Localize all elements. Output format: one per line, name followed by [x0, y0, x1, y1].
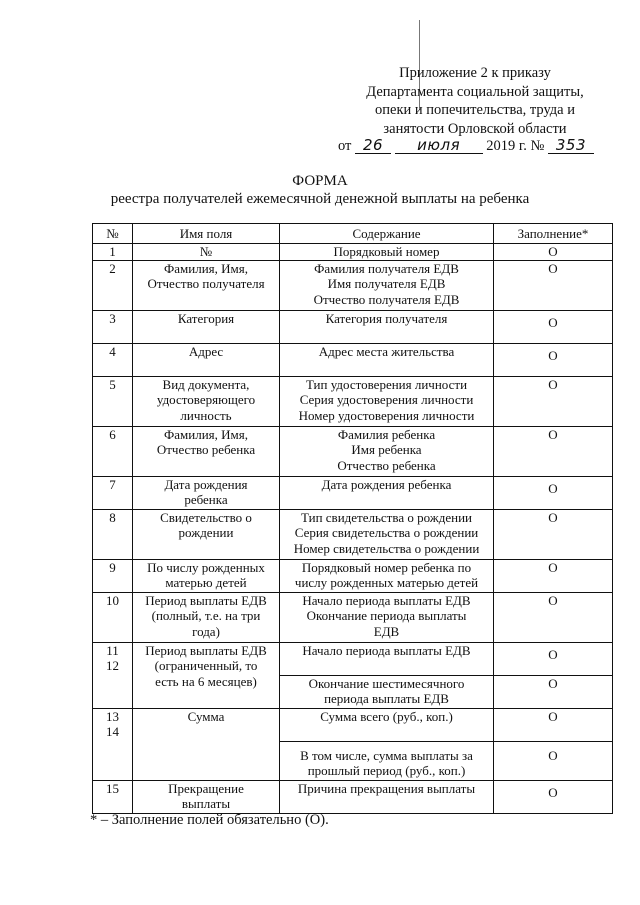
row-number: 9	[93, 559, 133, 592]
header-line-2: Департамента социальной защиты,	[366, 83, 584, 100]
column-header-content: Содержание	[280, 224, 494, 244]
row-field-name: Фамилия, Имя, Отчество ребенка	[133, 426, 280, 476]
registry-table	[92, 223, 613, 814]
row-content: Фамилия ребенка Имя ребенка Отчество ребенка	[280, 426, 494, 476]
column-header-fill: Заполнение*	[494, 224, 613, 244]
row-field-name: Вид документа, удостоверяющего личность	[133, 376, 280, 426]
row-fill: О	[494, 642, 613, 675]
row-content: Адрес места жительства	[280, 343, 494, 376]
date-prefix: от	[338, 138, 352, 154]
row-number: 5	[93, 376, 133, 426]
table-row	[93, 642, 613, 675]
row-number: 8	[93, 509, 133, 559]
table-row	[93, 559, 613, 592]
row-fill: О	[494, 376, 613, 426]
row-number: 6	[93, 426, 133, 476]
row-fill: О	[494, 675, 613, 708]
table-row	[93, 310, 613, 343]
row-field-name: №	[133, 244, 280, 261]
table-row	[93, 376, 613, 426]
row-number: 10	[93, 592, 133, 642]
header-line-1: Приложение 2 к приказу	[399, 65, 551, 81]
row-fill: О	[494, 476, 613, 509]
row-field-name: Свидетельство о рождении	[133, 509, 280, 559]
row-fill: О	[494, 260, 613, 310]
row-fill: О	[494, 708, 613, 741]
table-row	[93, 708, 613, 741]
column-header-number: №	[93, 224, 133, 244]
row-number: 15	[93, 780, 133, 813]
row-fill: О	[494, 509, 613, 559]
table-row	[93, 426, 613, 476]
row-fill: О	[494, 426, 613, 476]
date-year: 2019 г. №	[486, 138, 545, 154]
row-field-name: Период выплаты ЕДВ (ограниченный, то есть на 6 месяцев)	[133, 642, 280, 708]
row-field-name: Прекращение выплаты	[133, 780, 280, 813]
row-content: Дата рождения ребенка	[280, 476, 494, 509]
footnote: * – Заполнение полей обязательно (О).	[90, 812, 329, 828]
date-day: 26	[355, 138, 391, 154]
table-row	[93, 780, 613, 813]
row-content: Начало периода выплаты ЕДВ	[280, 642, 494, 675]
row-content: Тип удостоверения личности Серия удостоверения личности Номер удостоверения личности	[280, 376, 494, 426]
row-field-name: Адрес	[133, 343, 280, 376]
row-content: Категория получателя	[280, 310, 494, 343]
row-field-name: Дата рождения ребенка	[133, 476, 280, 509]
row-fill: О	[494, 310, 613, 343]
row-content: Сумма всего (руб., коп.)	[280, 708, 494, 741]
row-fill: О	[494, 244, 613, 261]
table-row	[93, 343, 613, 376]
row-fill: О	[494, 592, 613, 642]
row-fill: О	[494, 559, 613, 592]
header-line-4: занятости Орловской области	[383, 120, 567, 137]
column-header-field-name: Имя поля	[133, 224, 280, 244]
row-content: Начало периода выплаты ЕДВ Окончание периода выплаты ЕДВ	[280, 592, 494, 642]
row-content: Причина прекращения выплаты	[280, 780, 494, 813]
row-content: Порядковый номер	[280, 244, 494, 261]
form-title: ФОРМА	[292, 173, 348, 189]
row-field-name: Категория	[133, 310, 280, 343]
document-header	[340, 64, 610, 138]
table-row	[93, 244, 613, 261]
row-number: 3	[93, 310, 133, 343]
row-field-name: Сумма	[133, 708, 280, 780]
date-month: июля	[395, 138, 483, 154]
order-date-line	[338, 138, 618, 155]
row-number: 7	[93, 476, 133, 509]
row-field-name: Период выплаты ЕДВ (полный, т.е. на три года)	[133, 592, 280, 642]
row-number: 4	[93, 343, 133, 376]
row-fill: О	[494, 343, 613, 376]
table-row	[93, 260, 613, 310]
row-number: 1	[93, 244, 133, 261]
table-row	[93, 509, 613, 559]
row-number: 13 14	[93, 708, 133, 780]
row-content: Тип свидетельства о рождении Серия свидетельства о рождении Номер свидетельства о рождении	[280, 509, 494, 559]
row-fill: О	[494, 780, 613, 813]
order-number: 353	[548, 138, 594, 154]
row-content: Фамилия получателя ЕДВ Имя получателя ЕДВ Отчество получателя ЕДВ	[280, 260, 494, 310]
form-subtitle: реестра получателей ежемесячной денежной выплаты на ребенка	[110, 191, 530, 207]
row-fill: О	[494, 741, 613, 780]
table-row	[93, 476, 613, 509]
row-content: В том числе, сумма выплаты за прошлый период (руб., коп.)	[280, 741, 494, 780]
row-content: Порядковый номер ребенка по числу рожденных матерью детей	[280, 559, 494, 592]
header-line-3: опеки и попечительства, труда и	[375, 102, 575, 118]
row-number: 2	[93, 260, 133, 310]
row-field-name: Фамилия, Имя, Отчество получателя	[133, 260, 280, 310]
row-content: Окончание шестимесячного периода выплаты ЕДВ	[280, 675, 494, 708]
row-number: 11 12	[93, 642, 133, 708]
row-field-name: По числу рожденных матерью детей	[133, 559, 280, 592]
table-row	[93, 592, 613, 642]
table-header-row	[93, 224, 613, 244]
